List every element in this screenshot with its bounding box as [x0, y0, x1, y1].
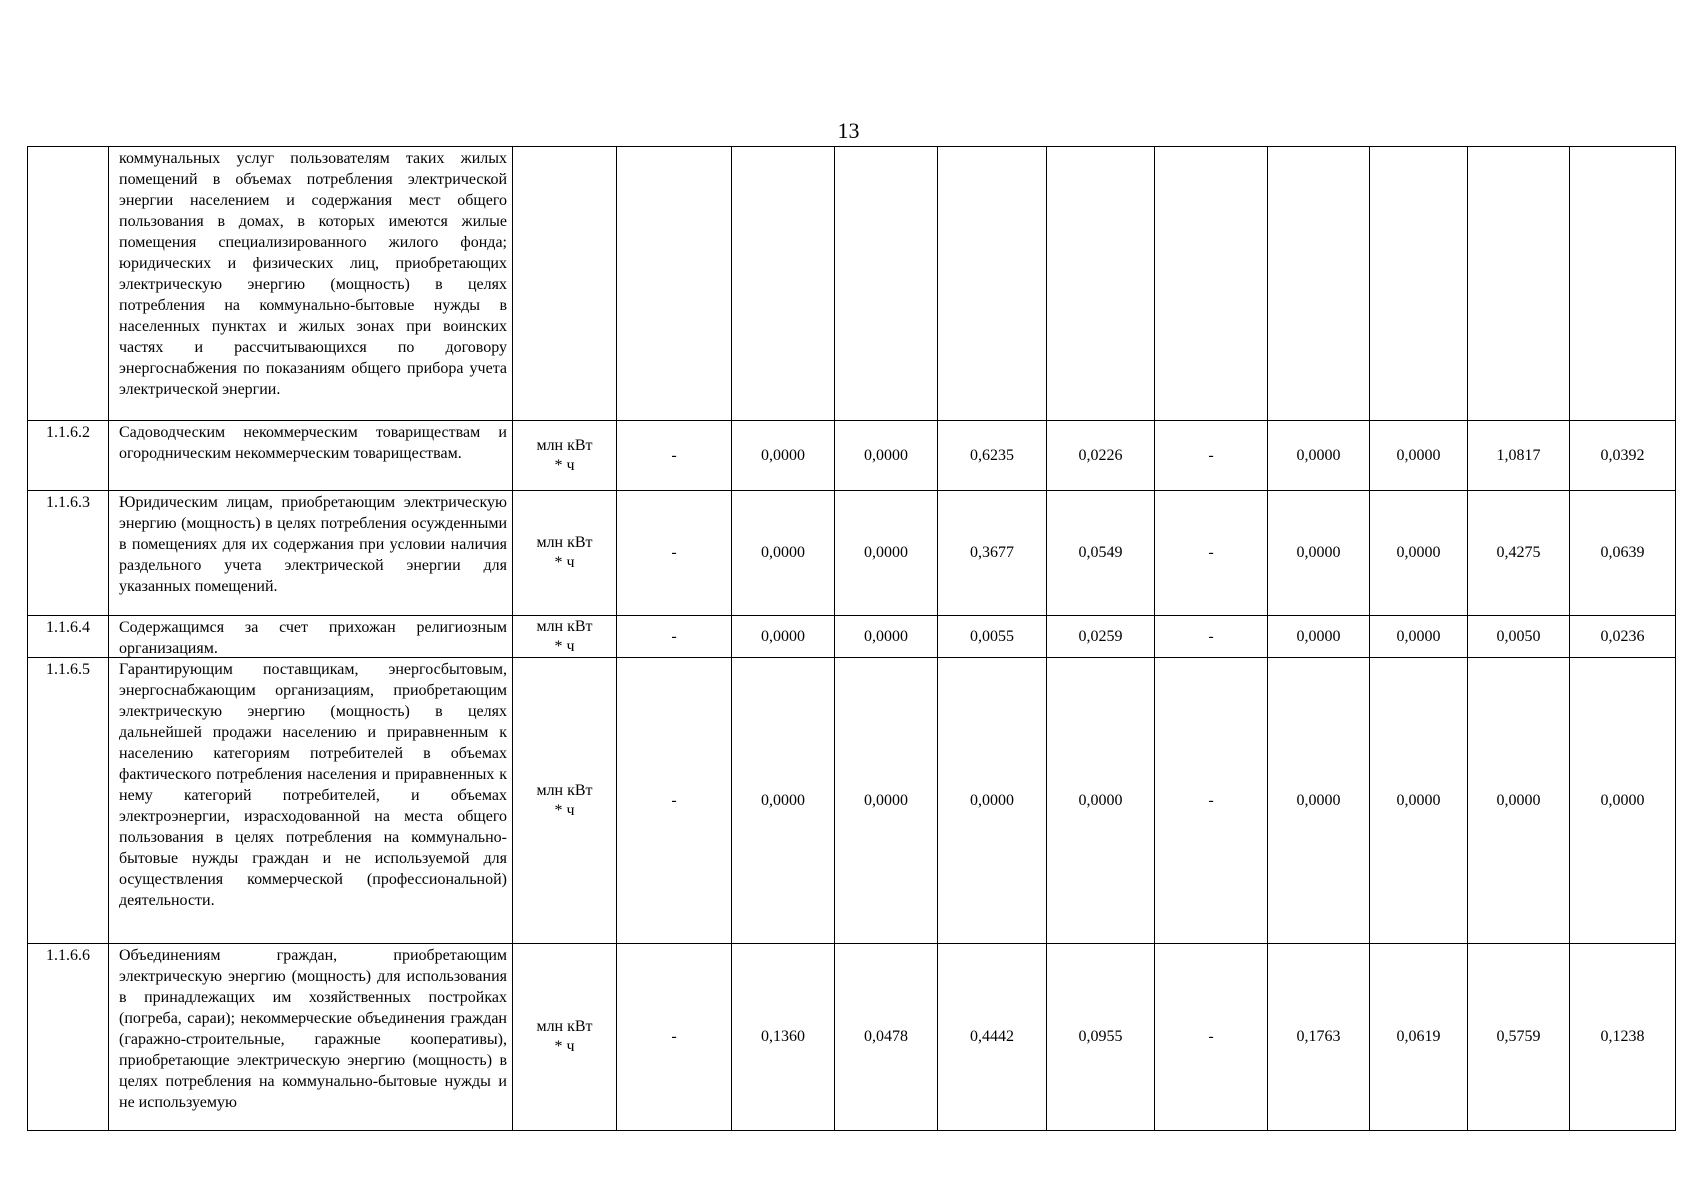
value-cell: -	[617, 616, 732, 658]
value-cell: 0,1763	[1268, 944, 1370, 1131]
value-cell: 0,6235	[938, 421, 1047, 491]
unit-cell	[513, 616, 617, 658]
value-cell: 0,0000	[1047, 658, 1155, 944]
row-number: 1.1.6.6	[28, 944, 109, 1131]
value-cell: 0,0236	[1570, 616, 1676, 658]
value-cell: -	[617, 491, 732, 616]
consumer-category	[109, 944, 513, 1131]
value-cell	[1155, 147, 1268, 421]
value-cell: 0,0055	[938, 616, 1047, 658]
value-cell	[1468, 147, 1570, 421]
table-row	[28, 616, 1676, 658]
unit-label: млн кВт * ч	[536, 436, 593, 474]
table-row	[28, 421, 1676, 491]
row-number	[28, 147, 109, 421]
value-cell: 0,0000	[1370, 616, 1468, 658]
consumer-category	[109, 658, 513, 944]
value-cell: 0,4442	[938, 944, 1047, 1131]
value-cell: 0,0000	[938, 658, 1047, 944]
value-cell: 0,0000	[1370, 658, 1468, 944]
value-cell: -	[1155, 616, 1268, 658]
value-cell: 0,3677	[938, 491, 1047, 616]
value-cell	[938, 147, 1047, 421]
value-cell: 0,5759	[1468, 944, 1570, 1131]
unit-cell	[513, 658, 617, 944]
value-cell: 0,0549	[1047, 491, 1155, 616]
consumer-category-text: Юридическим лицам, приобретающим электрическую энергию (мощность) в целях потребления осужденными в помещениях для их содержания при условии наличия раздельного учета электрической энергии для указанных помещений.	[119, 494, 507, 595]
value-cell: 0,0000	[1370, 421, 1468, 491]
value-cell: 0,0259	[1047, 616, 1155, 658]
value-cell: 0,0000	[1370, 491, 1468, 616]
consumer-category	[109, 491, 513, 616]
value-cell: -	[617, 658, 732, 944]
value-cell: 0,1360	[732, 944, 835, 1131]
table-row	[28, 944, 1676, 1131]
value-cell: 0,0000	[835, 658, 938, 944]
value-cell: 0,0050	[1468, 616, 1570, 658]
unit-label: млн кВт * ч	[536, 534, 593, 571]
consumer-category-text: Садоводческим некоммерческим товариществам и огородническим некоммерческим товариществам.	[119, 424, 507, 462]
value-cell: 1,0817	[1468, 421, 1570, 491]
value-cell: 0,0226	[1047, 421, 1155, 491]
value-cell: -	[617, 944, 732, 1131]
value-cell: 0,0000	[1570, 658, 1676, 944]
consumer-category	[109, 421, 513, 491]
table-row	[28, 658, 1676, 944]
value-cell	[1370, 147, 1468, 421]
value-cell	[732, 147, 835, 421]
unit-cell	[513, 491, 617, 616]
value-cell: 0,0000	[1268, 658, 1370, 944]
page-number: 13	[837, 118, 860, 143]
value-cell	[1268, 147, 1370, 421]
value-cell: -	[1155, 658, 1268, 944]
value-cell: -	[1155, 421, 1268, 491]
row-number: 1.1.6.3	[28, 491, 109, 616]
unit-cell	[513, 944, 617, 1131]
value-cell: 0,0478	[835, 944, 938, 1131]
value-cell: 0,0000	[732, 658, 835, 944]
value-cell: 0,4275	[1468, 491, 1570, 616]
value-cell: 0,0000	[732, 421, 835, 491]
table-row	[28, 147, 1676, 421]
value-cell: 0,0000	[1268, 491, 1370, 616]
tariff-table	[27, 146, 1676, 1131]
row-number: 1.1.6.5	[28, 658, 109, 944]
consumer-category	[109, 147, 513, 421]
consumer-category-text: Гарантирующим поставщикам, энергосбытовым, энергоснабжающим организациям, приобретающим электрическую энергию (мощность) в целях дальнейшей продажи населению и приравненным к населению категориям потребителей в объемах фактического потребления населения и приравненных к нему категорий потребителей, и объемах электроэнергии, израсходованной на места общего пользования в целях потребления на коммунально-бытовые нужды граждан и не используемой для осуществления коммерческой (профессиональной) деятельности.	[119, 661, 507, 909]
value-cell: -	[617, 421, 732, 491]
row-number: 1.1.6.4	[28, 616, 109, 658]
value-cell: -	[1155, 491, 1268, 616]
table-row	[28, 491, 1676, 616]
value-cell: -	[1155, 944, 1268, 1131]
value-cell: 0,0619	[1370, 944, 1468, 1131]
value-cell	[835, 147, 938, 421]
consumer-category-text: Объединениям граждан, приобретающим электрическую энергию (мощность) для использования в принадлежащих им хозяйственных постройках (погреба, сараи); некоммерческие объединения граждан (гаражно-строительные, гаражные кооперативы), приобретающие электрическую энергию (мощность) в целях потребления на коммунально-бытовые нужды и не используемую	[119, 947, 507, 1111]
value-cell: 0,0392	[1570, 421, 1676, 491]
value-cell: 0,0000	[835, 491, 938, 616]
value-cell: 0,0000	[835, 616, 938, 658]
unit-cell	[513, 421, 617, 491]
value-cell: 0,0000	[1268, 421, 1370, 491]
consumer-category-text: Содержащимся за счет прихожан религиозным организациям.	[119, 619, 507, 657]
value-cell: 0,0955	[1047, 944, 1155, 1131]
consumer-category-text: коммунальных услуг пользователям таких жилых помещений в объемах потребления электрической энергии населением и содержания мест общего пользования в домах, в которых имеются жилые помещения специализированного жилого фонда; юридических и физических лиц, приобретающих электрическую энергию (мощность) в целях потребления на коммунально-бытовые нужды в населенных пунктах и жилых зонах при воинских частях и рассчитывающихся по договору энергоснабжения по показаниям общего прибора учета электрической энергии.	[119, 150, 507, 398]
unit-label: млн кВт * ч	[536, 1018, 593, 1055]
value-cell: 0,0000	[732, 491, 835, 616]
value-cell	[1570, 147, 1676, 421]
unit-cell	[513, 147, 617, 421]
consumer-category	[109, 616, 513, 658]
value-cell	[617, 147, 732, 421]
value-cell: 0,0000	[835, 421, 938, 491]
row-number: 1.1.6.2	[28, 421, 109, 491]
value-cell: 0,0000	[1268, 616, 1370, 658]
value-cell: 0,0000	[1468, 658, 1570, 944]
value-cell: 0,0000	[732, 616, 835, 658]
value-cell: 0,1238	[1570, 944, 1676, 1131]
value-cell	[1047, 147, 1155, 421]
value-cell: 0,0639	[1570, 491, 1676, 616]
unit-label: млн кВт * ч	[536, 781, 593, 819]
unit-label: млн кВт * ч	[536, 617, 593, 655]
